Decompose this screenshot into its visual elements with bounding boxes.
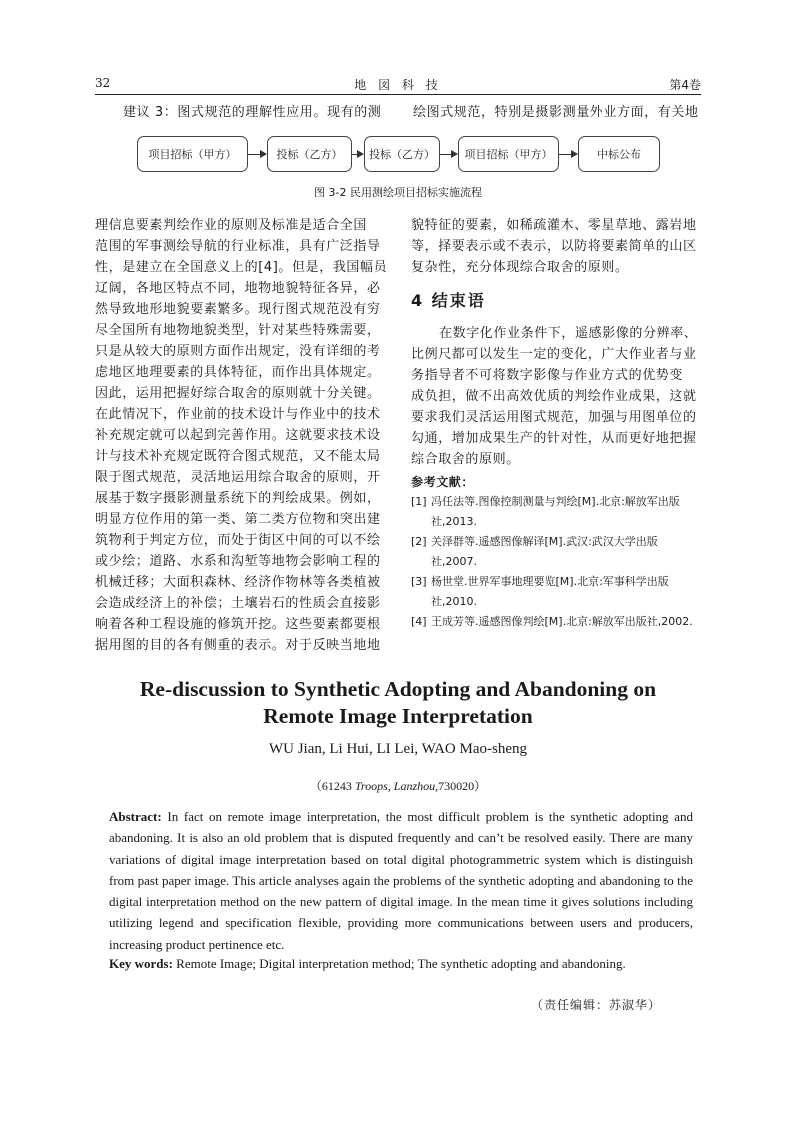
affiliation-code: （61243 xyxy=(309,779,355,793)
left-top-line: 建议 3：图式规范的理解性应用。现有的测 xyxy=(123,105,382,120)
body-line: 辽阔，各地区特点不同，地物地貌特征各异，必 xyxy=(95,281,381,296)
volume-label: 第4卷 xyxy=(669,78,701,92)
body-line: 或少绘；道路、水系和沟堑等地物会影响工程的 xyxy=(95,554,381,569)
body-line: 理信息要素判绘作业的原则及标准是适合全国 xyxy=(95,218,368,233)
body-line: 明显方位作用的第一类、第二类方位物和突出建 xyxy=(95,512,381,527)
english-affiliation xyxy=(95,777,701,794)
flow-arrow-3 xyxy=(440,154,456,155)
body-line: 限于图式规范，灵活地运用综合取舍的原则，开 xyxy=(95,470,381,485)
body-line: 貌特征的要素，如稀疏灌木、零星草地、露岩地 xyxy=(411,218,697,233)
keywords-text: Remote Image; Digital interpretation method; The synthetic adopting and abandoning. xyxy=(172,956,626,971)
english-title xyxy=(95,676,701,730)
body-line: 比例尺都可以发生一定的变化，广大作业者与业 xyxy=(411,347,697,362)
reference-item xyxy=(411,572,703,612)
reference-number: [3] xyxy=(411,575,427,588)
journal-name: 地 図 科 技 xyxy=(354,78,442,92)
figure-caption: 图 3-2 民用测绘项目招标实施流程 xyxy=(314,186,482,199)
body-line: 会造成经济上的补偿；土壤岩石的性质会直接影 xyxy=(95,596,381,611)
reference-number: [2] xyxy=(411,535,427,548)
body-line: 只是从较大的原则方面作出规定，没有详细的考 xyxy=(95,344,381,359)
body-line: 然导致地形地貌要素繁多。现行图式规范没有穷 xyxy=(95,302,381,317)
body-line: 响着各种工程设施的修筑开挖。这些要素都要根 xyxy=(95,617,381,632)
body-line: 等，择要表示或不表示，以防将要素简单的山区 xyxy=(411,239,697,254)
reference-number: [4] xyxy=(411,615,427,628)
body-line: 展基于数字摄影测量系统下的判绘成果。例如， xyxy=(95,491,381,506)
flow-box-5: 中标公布 xyxy=(578,136,660,172)
affiliation-place: Troops, Lanzhou, xyxy=(354,779,439,793)
body-line: 尽全国所有地物地貌类型，针对某些特殊需要， xyxy=(95,323,381,338)
editor-note: （责任编辑：苏淑华） xyxy=(530,998,661,1012)
running-header xyxy=(95,76,701,94)
body-line: 计与技术补充规定既符合图式规范，又不能太局 xyxy=(95,449,381,464)
body-line: 机械迁移；大面积森林、经济作物林等各类植被 xyxy=(95,575,381,590)
body-line: 补充规定就可以起到完善作用。这就要求技术设 xyxy=(95,428,381,443)
flow-arrow-1 xyxy=(248,154,265,155)
body-line: 在此情况下，作业前的技术设计与作业中的技术 xyxy=(95,407,381,422)
body-line: 勾通，增加成果生产的针对性，从而更好地把握 xyxy=(411,431,697,446)
body-line: 综合取舍的原则。 xyxy=(411,452,520,467)
flow-arrow-4 xyxy=(559,154,576,155)
body-line: 筑物利于判定方位，而处于街区中间的可以不绘 xyxy=(95,533,381,548)
right-top-line: 绘图式规范，特别是摄影测量外业方面，有关地 xyxy=(413,105,699,120)
flow-box-2: 投标（乙方） xyxy=(267,136,352,172)
body-line: 性，是建立在全国意义上的[4]。但是，我国幅员 xyxy=(95,260,388,275)
abstract-text: In fact on remote image interpretation, the most difficult problem is the synthetic adopting and abandoning. It is also an old problem that is disputed frequently and can’t be resolved easily. There are many variations of digital image interpretation based on total digital photogrammetric system which is distinguish from past paper image. This article analyses again the problems of the synthetic adopting and abandoning to the digital interpretation method on the new pattern of digital image. In the mean time it gives solutions including utilizing legend and specification flexible, providing more communications between users and producers, increasing product pertinence etc. xyxy=(109,809,693,952)
flow-box-4: 项目招标（甲方） xyxy=(458,136,559,172)
reference-text: 杨世堂.世界军事地理要览[M].北京:军事科学出版社,2010. xyxy=(431,575,669,608)
body-line: 范围的军事测绘导航的行业标准，具有广泛指导 xyxy=(95,239,381,254)
english-title-line-1: Re-discussion to Synthetic Adopting and Abandoning on xyxy=(139,677,657,701)
reference-item xyxy=(411,492,703,532)
flow-box-1: 项目招标（甲方） xyxy=(137,136,248,172)
references-heading: 参考文献： xyxy=(411,475,475,489)
flow-arrow-2 xyxy=(352,154,362,155)
header-rule xyxy=(95,94,701,95)
keywords-label: Key words: xyxy=(109,956,173,971)
reference-text: 王成芳等.遥感图像判绘[M].北京:解放军出版社,2002. xyxy=(431,615,693,628)
affiliation-postcode: 730020） xyxy=(438,779,487,793)
reference-text: 关泽群等.遥感图像解译[M].武汉:武汉大学出版社,2007. xyxy=(431,535,658,568)
english-abstract xyxy=(109,806,693,955)
english-keywords xyxy=(109,956,693,972)
english-title-line-2: Remote Image Interpretation xyxy=(263,704,533,728)
body-line: 复杂性，充分体现综合取舍的原则。 xyxy=(411,260,629,275)
body-line: 因此，运用把握好综合取舍的原则就十分关键。 xyxy=(95,386,381,401)
section-4-title: 4 结束语 xyxy=(411,291,486,310)
reference-item xyxy=(411,612,703,652)
page-number: 32 xyxy=(95,76,111,90)
abstract-label: Abstract: xyxy=(109,809,162,824)
reference-number: [1] xyxy=(411,495,427,508)
reference-text: 冯任法等.图像控制测量与判绘[M].北京:解放军出版社,2013. xyxy=(431,495,680,528)
body-line: 据用图的目的各有侧重的表示。对于反映当地地 xyxy=(95,638,381,653)
body-line: 要求我们灵活运用图式规范，加强与用图单位的 xyxy=(411,410,697,425)
english-authors: WU Jian, Li Hui, LI Lei, WAO Mao-sheng xyxy=(268,741,527,757)
reference-item xyxy=(411,532,703,572)
body-line: 虑地区地理要素的具体特征，而作出具体规定。 xyxy=(95,365,381,380)
body-line: 在数字化作业条件下，遥感影像的分辨率、 xyxy=(439,326,698,341)
body-line: 成负担，做不出高效优质的判绘作业成果，这就 xyxy=(411,389,697,404)
body-line: 务指导者不可将数字影像与作业方式的优势变 xyxy=(411,368,684,383)
flow-box-3: 投标（乙方） xyxy=(364,136,440,172)
